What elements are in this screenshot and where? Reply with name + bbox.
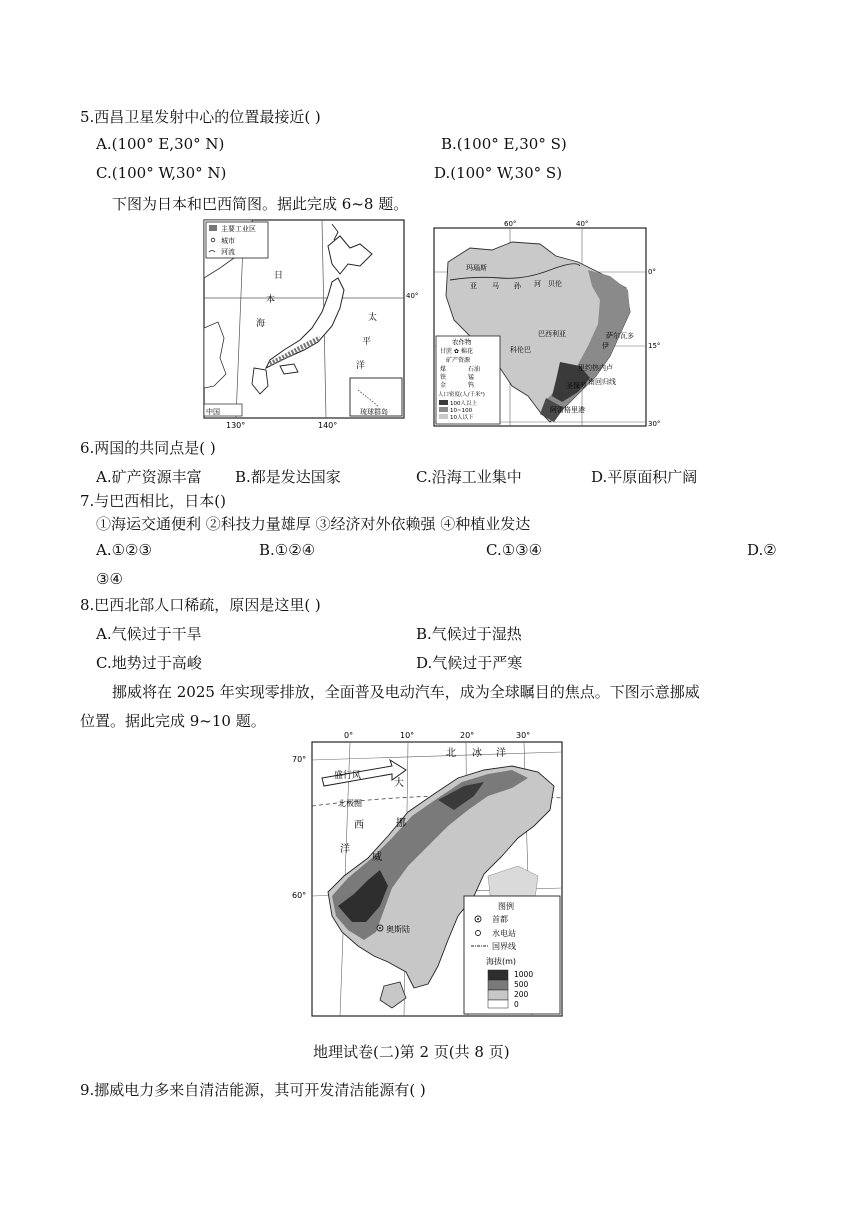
- q6-option-c: C.沿海工业集中: [416, 468, 522, 486]
- japan-label-ben: 本: [266, 295, 276, 305]
- q8-option-a: A.气候过于干旱: [96, 625, 202, 643]
- norway-tick-0: 0°: [344, 731, 354, 740]
- q7-option-a: A.①②③: [96, 541, 152, 559]
- intro-9-10-line1: 挪威将在 2025 年实现零排放，全面普及电动汽车，成为全球瞩目的焦点。下图示意挪威: [112, 683, 700, 701]
- q8-stem: 8.巴西北部人口稀疏，原因是这里( ): [80, 596, 321, 614]
- brazil-place-saopaulo: 圣保罗: [566, 382, 587, 390]
- brazil-legend-tungsten: 钨: [468, 382, 475, 389]
- norway-label-yang: 洋: [496, 748, 506, 759]
- japan-label-ryukyu: 琉球群岛: [360, 408, 388, 416]
- q5-stem: 5.西昌卫星发射中心的位置最接近( ): [80, 108, 321, 126]
- japan-label-ping: 平: [362, 337, 372, 347]
- norway-label-da: 大: [394, 778, 404, 789]
- brazil-place-ma: 马: [492, 282, 499, 290]
- norway-elev-500: 500: [514, 980, 529, 989]
- norway-elev-200: 200: [514, 990, 529, 999]
- norway-label-bing: 冰: [472, 748, 482, 759]
- japan-tick-40: 40°: [406, 292, 419, 300]
- q6-option-b: B.都是发达国家: [235, 468, 341, 486]
- norway-label-wind: 盛行风: [334, 771, 362, 781]
- brazil-legend-iron: 铁: [440, 374, 447, 381]
- brazil-legend-density-mid: 10~100: [450, 408, 473, 414]
- japan-label-tai: 太: [368, 313, 378, 323]
- q5-option-b: B.(100° E,30° S): [441, 135, 567, 153]
- norway-tick-60: 60°: [292, 891, 307, 900]
- q7-items: ①海运交通便利 ②科技力量雄厚 ③经济对外依赖强 ④种植业发达: [96, 515, 531, 533]
- brazil-legend-coal: 煤: [440, 366, 447, 373]
- brazil-legend-oil: 石油: [468, 366, 481, 373]
- japan-legend-industry: 主要工业区: [221, 225, 256, 233]
- brazil-tick-40: 40°: [576, 220, 589, 228]
- brazil-legend-crop-title: 农作物: [452, 338, 472, 346]
- brazil-map: [430, 216, 670, 434]
- norway-legend-hydro: 水电站: [492, 929, 516, 938]
- japan-tick-140: 140°: [318, 421, 338, 430]
- norway-legend-border: 国界线: [492, 942, 516, 951]
- norway-label-arctic: 北极圈: [338, 799, 362, 808]
- q7-option-d: D.②: [747, 541, 777, 559]
- intro-6-8: 下图为日本和巴西简图。据此完成 6~8 题。: [112, 195, 409, 213]
- norway-label-yang2: 洋: [340, 844, 350, 855]
- brazil-tick-0: 0°: [648, 268, 656, 276]
- brazil-legend-manganese: 锰: [468, 374, 475, 381]
- q8-option-d: D.气候过于严寒: [416, 654, 523, 672]
- brazil-place-belem: 贝伦: [548, 280, 562, 288]
- norway-elev-title: 海拔(m): [486, 957, 517, 966]
- brazil-tick-15: 15°: [648, 342, 661, 350]
- norway-legend-capital: 首都: [492, 915, 508, 924]
- japan-map: [200, 218, 419, 430]
- intro-9-10-line2: 位置。据此完成 9~10 题。: [80, 712, 266, 730]
- q6-option-d: D.平原面积广阔: [591, 468, 698, 486]
- brazil-legend-density-low: 10人以下: [450, 415, 474, 421]
- japan-label-hai: 海: [256, 319, 266, 329]
- brazil-legend-density-title: 人口密度(人/千米²): [438, 392, 485, 398]
- brazil-legend-density-high: 100人以上: [450, 401, 477, 407]
- norway-elev-0: 0: [514, 1000, 519, 1009]
- norway-tick-30: 30°: [516, 731, 531, 740]
- norway-tick-10: 10°: [400, 731, 415, 740]
- brazil-place-salvador: 萨尔瓦多: [606, 332, 634, 340]
- japan-legend-river: 河流: [221, 248, 235, 256]
- q6-stem: 6.两国的共同点是( ): [80, 439, 216, 457]
- japan-label-ri: 日: [274, 271, 284, 281]
- brazil-tick-60: 60°: [504, 220, 517, 228]
- brazil-place-yi: 伊: [602, 342, 609, 350]
- brazil-place-corumba: 科伦巴: [510, 346, 531, 354]
- japan-label-china: 中国: [206, 408, 220, 416]
- norway-tick-20: 20°: [460, 731, 475, 740]
- brazil-place-brasilia: 巴西利亚: [538, 330, 566, 338]
- norway-label-wei: 威: [372, 852, 382, 863]
- norway-label-xi: 西: [354, 820, 364, 831]
- brazil-place-ya: 亚: [470, 282, 477, 290]
- q5-option-d: D.(100° W,30° S): [434, 164, 563, 182]
- norway-legend-title: 图例: [498, 902, 514, 911]
- norway-tick-70: 70°: [292, 755, 307, 764]
- brazil-legend-gold: 金: [440, 382, 447, 389]
- q7-option-c: C.①③④: [486, 541, 543, 559]
- norway-label-bei: 北: [446, 748, 456, 759]
- q5-option-a: A.(100° E,30° N): [96, 135, 225, 153]
- q8-option-c: C.地势过于高峻: [96, 654, 202, 672]
- japan-label-yang: 洋: [356, 361, 366, 371]
- brazil-legend-mineral-title: 矿产资源: [446, 357, 471, 364]
- brazil-tick-30: 30°: [648, 420, 661, 428]
- japan-tick-130: 130°: [226, 421, 246, 430]
- q5-option-c: C.(100° W,30° N): [96, 164, 227, 182]
- brazil-place-sun: 孙: [514, 282, 521, 290]
- norway-label-nuo: 挪: [396, 818, 406, 829]
- norway-label-oslo: 奥斯陆: [386, 925, 410, 934]
- q7-option-d-cont: ③④: [96, 570, 123, 588]
- q9-stem: 9.挪威电力多来自清洁能源，其可开发清洁能源有( ): [80, 1081, 426, 1099]
- brazil-legend-crops: 甘蔗 ✿ 棉花: [440, 348, 473, 355]
- japan-legend-city: 城市: [221, 237, 235, 245]
- q7-stem: 7.与巴西相比，日本(): [80, 492, 227, 510]
- q6-option-a: A.矿产资源丰富: [96, 468, 202, 486]
- norway-map: [288, 726, 578, 1018]
- brazil-place-manaus: 玛瑙斯: [466, 264, 487, 272]
- norway-elev-1000: 1000: [514, 970, 534, 979]
- brazil-place-he: 河: [534, 280, 541, 288]
- page-footer: 地理试卷(二)第 2 页(共 8 页): [313, 1043, 510, 1061]
- brazil-place-rio: 里约热内卢: [578, 364, 613, 372]
- q8-option-b: B.气候过于湿热: [416, 625, 522, 643]
- brazil-place-tropic: 南回归线: [588, 378, 616, 386]
- brazil-place-portoalegre: 阿雷格里港: [550, 406, 585, 414]
- q7-option-b: B.①②④: [259, 541, 316, 559]
